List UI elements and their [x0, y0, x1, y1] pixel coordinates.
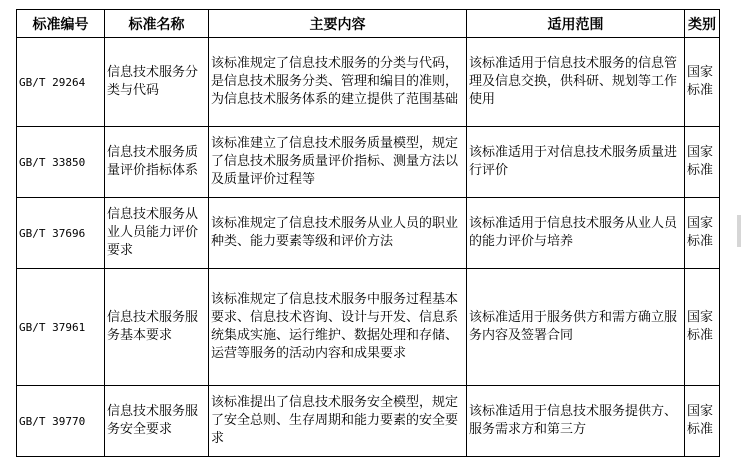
- header-row: [17, 10, 720, 38]
- standard-content: 该标准规定了信息技术服务的分类与代码，是信息技术服务分类、管理和编目的准则，为信息技术服务体系的建立提供了范围基础: [209, 38, 467, 127]
- header-scope: 适用范围: [467, 10, 685, 38]
- standard-name: 信息技术服务从业人员能力评价要求: [105, 198, 209, 269]
- standard-scope: 该标准适用于对信息技术服务质量进行评价: [467, 127, 685, 198]
- standard-scope: 该标准适用于信息技术服务的信息管理及信息交换，供科研、规划等工作使用: [467, 38, 685, 127]
- standard-content: 该标准规定了信息技术服务从业人员的职业种类、能力要素等级和评价方法: [209, 198, 467, 269]
- standard-name: 信息技术服务分类与代码: [105, 38, 209, 127]
- header-name: 标准名称: [105, 10, 209, 38]
- header-code: 标准编号: [17, 10, 105, 38]
- standard-name: 信息技术服务服务安全要求: [105, 386, 209, 457]
- standard-category: 国家标准: [685, 38, 720, 127]
- table-row: [17, 198, 720, 269]
- header-category: 类别: [685, 10, 720, 38]
- scrollbar-thumb[interactable]: [737, 215, 741, 247]
- table-row: [17, 386, 720, 457]
- standards-table: [16, 9, 720, 457]
- standard-content: 该标准提出了信息技术服务安全模型，规定了安全总则、生存周期和能力要素的安全要求: [209, 386, 467, 457]
- standard-name: 信息技术服务质量评价指标体系: [105, 127, 209, 198]
- standard-scope: 该标准适用于信息技术服务从业人员的能力评价与培养: [467, 198, 685, 269]
- standard-name: 信息技术服务服务基本要求: [105, 269, 209, 386]
- standard-content: 该标准规定了信息技术服务中服务过程基本要求、信息技术咨询、设计与开发、信息系统集成实施、运行维护、数据处理和存储、运营等服务的活动内容和成果要求: [209, 269, 467, 386]
- standard-scope: 该标准适用于服务供方和需方确立服务内容及签署合同: [467, 269, 685, 386]
- standard-content: 该标准建立了信息技术服务质量模型，规定了信息技术服务质量评价指标、测量方法以及质量评价过程等: [209, 127, 467, 198]
- standard-category: 国家标准: [685, 127, 720, 198]
- standard-code: GB/T 39770: [17, 386, 105, 457]
- table-row: [17, 269, 720, 386]
- standard-category: 国家标准: [685, 386, 720, 457]
- standard-code: GB/T 37961: [17, 269, 105, 386]
- standard-scope: 该标准适用于信息技术服务提供方、服务需求方和第三方: [467, 386, 685, 457]
- standard-code: GB/T 29264: [17, 38, 105, 127]
- standard-code: GB/T 37696: [17, 198, 105, 269]
- table-row: [17, 38, 720, 127]
- table-row: [17, 127, 720, 198]
- standard-category: 国家标准: [685, 198, 720, 269]
- standard-category: 国家标准: [685, 269, 720, 386]
- standard-code: GB/T 33850: [17, 127, 105, 198]
- header-content: 主要内容: [209, 10, 467, 38]
